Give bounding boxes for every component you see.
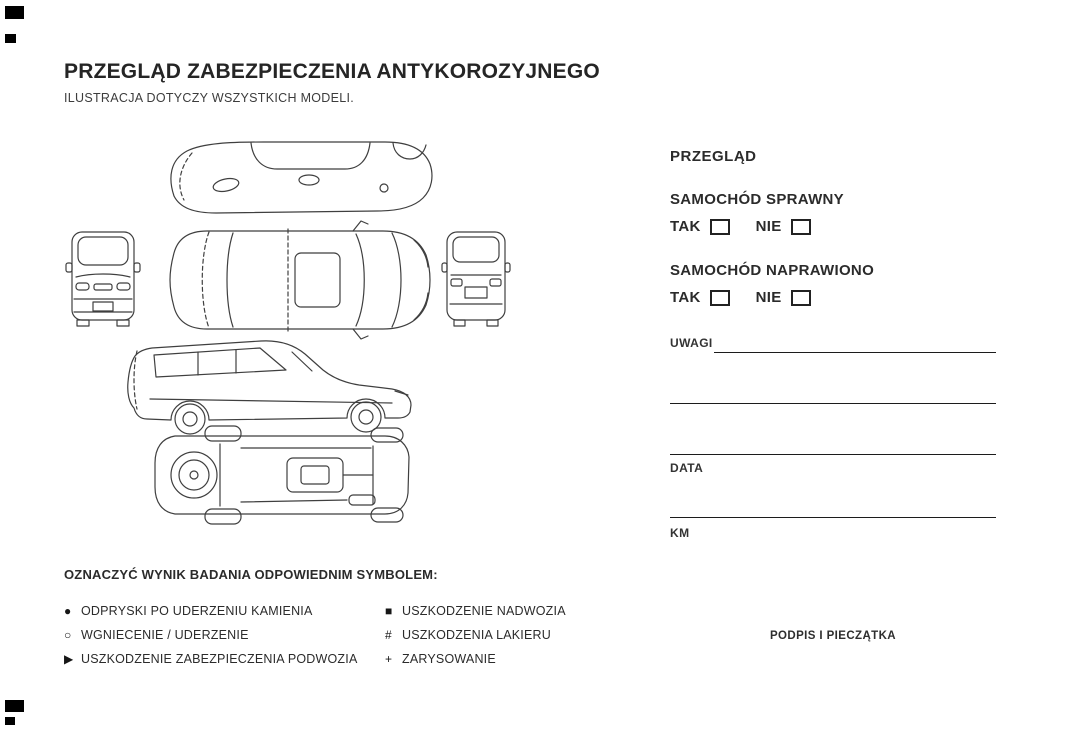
legend-item-label: WGNIECENIE / UDERZENIE bbox=[81, 628, 249, 642]
symbol-legend bbox=[64, 567, 624, 671]
date-write-line[interactable] bbox=[670, 517, 996, 518]
signature-stamp-label: PODPIS I PIECZĄTKA bbox=[769, 630, 897, 642]
legend-column-2 bbox=[385, 599, 566, 671]
legend-heading: OZNACZYĆ WYNIK BADANIA ODPOWIEDNIM SYMBOLEM: bbox=[64, 567, 438, 582]
legend-item-scratch bbox=[385, 647, 566, 671]
legend-item-stone-chips bbox=[64, 599, 385, 623]
car-side-view-illustration bbox=[128, 341, 411, 434]
filled-square-icon: ■ bbox=[385, 604, 393, 618]
scan-mark bbox=[5, 6, 24, 19]
scan-mark bbox=[5, 34, 16, 43]
legend-item-body-damage bbox=[385, 599, 566, 623]
car-rear-view-illustration bbox=[442, 232, 510, 326]
no-label: NIE bbox=[755, 289, 782, 306]
page-title: PRZEGLĄD ZABEZPIECZENIA ANTYKOROZYJNEGO bbox=[64, 60, 600, 83]
legend-column-1 bbox=[64, 599, 385, 671]
legend-columns bbox=[64, 599, 624, 671]
legend-item-underbody-protection-damage bbox=[64, 647, 385, 671]
checkbox-repaired-yes[interactable] bbox=[710, 290, 730, 306]
filled-triangle-icon: ▶ bbox=[64, 652, 74, 666]
car-damage-diagrams bbox=[55, 136, 525, 536]
answer-row-car-repaired bbox=[670, 289, 811, 306]
remarks-write-line-3[interactable] bbox=[670, 454, 996, 455]
scan-mark bbox=[5, 717, 15, 725]
car-underbody-view-illustration bbox=[155, 426, 409, 524]
yes-label: TAK bbox=[670, 218, 701, 235]
legend-item-paint-damage bbox=[385, 623, 566, 647]
car-top-view-illustration bbox=[170, 221, 430, 339]
question-car-repaired: SAMOCHÓD NAPRAWIONO bbox=[670, 262, 875, 279]
answer-row-car-operational bbox=[670, 218, 811, 235]
page-subtitle: ILUSTRACJA DOTYCZY WSZYSTKICH MODELI. bbox=[64, 91, 355, 105]
remarks-field-label: UWAGI bbox=[670, 336, 713, 350]
legend-item-label: USZKODZENIE ZABEZPIECZENIA PODWOZIA bbox=[81, 652, 358, 666]
car-front-view-illustration bbox=[66, 232, 140, 326]
legend-item-label: ZARYSOWANIE bbox=[402, 652, 496, 666]
no-label: NIE bbox=[755, 218, 782, 235]
checkbox-repaired-no[interactable] bbox=[791, 290, 811, 306]
filled-circle-icon: ● bbox=[64, 604, 72, 618]
legend-item-label: USZKODZENIE NADWOZIA bbox=[402, 604, 566, 618]
open-circle-icon: ○ bbox=[64, 628, 72, 642]
date-field-label: DATA bbox=[670, 461, 704, 475]
remarks-write-line-1[interactable] bbox=[714, 352, 996, 353]
remarks-write-line-2[interactable] bbox=[670, 403, 996, 404]
yes-label: TAK bbox=[670, 289, 701, 306]
checkbox-operational-yes[interactable] bbox=[710, 219, 730, 235]
question-car-operational: SAMOCHÓD SPRAWNY bbox=[670, 191, 844, 208]
legend-item-dent-impact bbox=[64, 623, 385, 647]
scan-mark bbox=[5, 700, 24, 712]
km-field-label: KM bbox=[670, 526, 690, 540]
checkbox-operational-no[interactable] bbox=[791, 219, 811, 235]
plus-icon: + bbox=[385, 652, 393, 666]
legend-item-label: ODPRYSKI PO UDERZENIU KAMIENIA bbox=[81, 604, 313, 618]
legend-item-label: USZKODZENIA LAKIERU bbox=[402, 628, 551, 642]
form-heading: PRZEGLĄD bbox=[670, 148, 757, 165]
hash-icon: # bbox=[385, 628, 392, 642]
inspection-form bbox=[670, 140, 996, 680]
car-body-shell-top-view-illustration bbox=[171, 142, 432, 213]
